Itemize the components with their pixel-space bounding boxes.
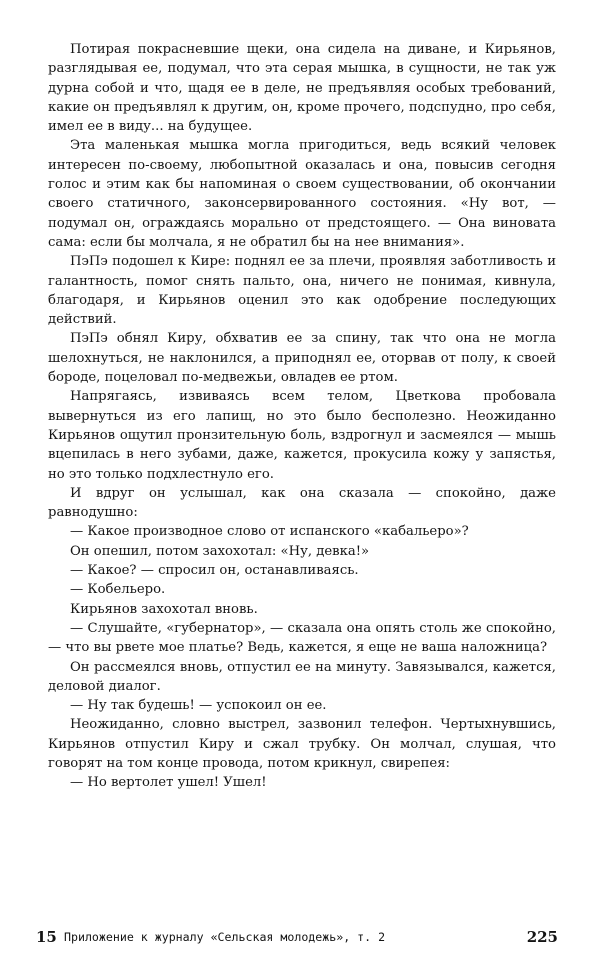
paragraph-8: Он опешил, потом захохотал: «Ну, девка!»: [70, 543, 370, 559]
paragraph-4: ПэПэ обнял Киру, обхватив ее за спину, так что она не могла шелохнуться, не наклонился, а приподнял ее, оторвав от полу, к своей бороде, поцеловал по-медвежьи, овладев ее ртом.: [48, 331, 556, 386]
source-line: Приложение к журналу «Сельская молодежь», т. 2: [64, 930, 386, 944]
paragraph-1: Потирая покрасневшие щеки, она сидела на диване, и Кирьянов, разглядывая ее, подумал, что эта серая мышка, в сущности, не так уж дурна собой и что, щадя ее в деле, не предъявляя особых требований, какие он предъявлял к другим, он, кроме прочего, подспудно, про себя, имел ее в виду... на будущее.: [48, 42, 556, 135]
paragraph-6: И вдруг он услышал, как она сказала — спокойно, даже равнодушно:: [48, 485, 556, 521]
paragraph-2: Эта маленькая мышка могла пригодиться, ведь всякий человек интересен по-своему, любопытной оказалась и она, повысив сегодня голос и этим как бы напоминая о своем существовании, об окончании своего статичного, законсервированного состояния. «Ну вот, — подумал он, ограждаясь морально от предстоящего. — Она виновата сама: если бы молчала, я не обратил бы на нее внимания».: [48, 138, 556, 250]
paragraph-3: ПэПэ подошел к Кире: поднял ее за плечи, проявляя заботливость и галантность, помог снять пальто, она, ничего не понимая, кивнула, благодаря, и Кирьянов оценил это как одобрение последующих действий.: [48, 254, 556, 328]
dialogue-line: — Какое? — спросил он, останавливаясь.: [70, 563, 359, 579]
dialogue-line: — Кобельеро.: [70, 582, 166, 598]
dialogue-line: — Ну так будешь! — успокоил он ее.: [70, 698, 327, 714]
dialogue-line: — Какое производное слово от испанского «кабальеро»?: [70, 524, 469, 540]
page-footer: [36, 928, 564, 948]
paragraph-15: Неожиданно, словно выстрел, зазвонил телефон. Чертыхнувшись, Кирьянов отпустил Киру и сжал трубку. Он молчал, слушая, что говорят на том конце провода, потом крикнул, свирепея:: [48, 717, 556, 771]
dialogue-line: — Но вертолет ушел! Ушел!: [70, 775, 267, 791]
paragraph-13: Он рассмеялся вновь, отпустил ее на минуту. Завязывался, кажется, деловой диалог.: [48, 659, 556, 694]
page-number: 225: [526, 928, 558, 946]
body-text: [48, 40, 556, 793]
dialogue-line: — Слушайте, «губернатор», — сказала она опять столь же спокойно, — что вы рвете мое платье? Ведь, кажется, я еще не ваша наложница?: [48, 620, 556, 656]
paragraph-5: Напрягаясь, извиваясь всем телом, Цветкова пробовала вывернуться из его лапищ, но это было бесполезно. Неожиданно Кирьянов ощутил пронзительную боль, вздрогнул и засмеялся — мышь вцепилась в него зубами, даже, кажется, прокусила кожу у запястья, но это только подхлестнуло его.: [48, 389, 556, 482]
paragraph-11: Кирьянов захохотал вновь.: [70, 601, 258, 617]
signature-mark: 15: [36, 928, 57, 946]
